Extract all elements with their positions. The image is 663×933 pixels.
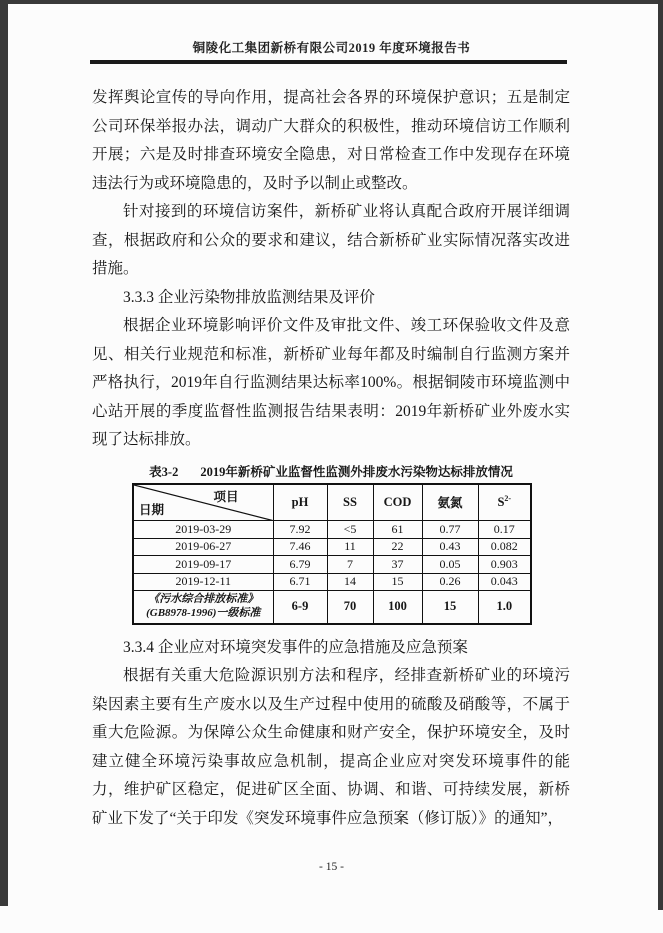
table-caption	[132, 464, 530, 481]
ss-cell: <5	[327, 521, 373, 539]
standard-limit-row	[133, 591, 531, 624]
section-heading-3-3-4: 3.3.4 企业应对环境突发事件的应急措施及应急预案	[123, 638, 468, 656]
sulfide-cell: 0.903	[478, 556, 531, 574]
sulfide-cell: 0.082	[478, 538, 531, 556]
ph-cell: 6.79	[273, 556, 327, 574]
paragraph-emergency: 根据有关重大危险源识别方法和程序，经排查新桥矿业的环境污染因素主要有生产废水以及生产过程中使用的硫酸及硝酸等，不属于重大危险源。为保障公众生命健康和财产安全，保护环境安全，及时建立健全环境污染事故应急机制，提高企业应对突发环境事件的能力，维护矿区稳定，促进矿区全面、协调、和谐、可持续发展，新桥矿业下发了“关于印发《突发环境事件应急预案（修订版）》的通知”，	[92, 667, 570, 827]
column-header-nh3n: 氨氮	[422, 484, 478, 521]
column-header-sulfide: $S^{2-}$	[478, 484, 531, 521]
standard-label-cell: 《污水综合排放标准》 (GB8978-1996)一级标准	[133, 591, 273, 624]
document-body	[92, 84, 570, 833]
ss-cell: 14	[327, 573, 373, 591]
date-cell: 2019-03-29	[133, 521, 273, 539]
paragraph-monitoring: 根据企业环境影响评价文件及审批文件、竣工环保验收文件及意见、相关行业规范和标准，新桥矿业每年都及时编制自行监测方案并严格执行，2019年自行监测结果达标率100%。根据铜陵市环境监测中心站开展的季度监督性监测报告结果表明：2019年新桥矿业外废水实现了达标排放。	[92, 317, 570, 448]
table-caption-number: 表3-2	[149, 464, 179, 479]
section-heading-3-3-3: 3.3.3 企业污染物排放监测结果及评价	[123, 288, 375, 306]
header-divider	[90, 60, 567, 64]
nh3n-cell: 0.26	[422, 573, 478, 591]
table-header-row	[133, 484, 531, 521]
page-header-title: 铜陵化工集团新桥有限公司2019 年度环境报告书	[192, 41, 471, 55]
wastewater-monitoring-table	[132, 483, 532, 625]
column-header-ss: SS	[327, 484, 373, 521]
table-row	[133, 556, 531, 574]
nh3n-cell: 0.05	[422, 556, 478, 574]
ph-cell: 6.71	[273, 573, 327, 591]
sulfide-limit-cell: 1.0	[478, 591, 531, 624]
ph-cell: 7.46	[273, 538, 327, 556]
nh3n-cell: 0.43	[422, 538, 478, 556]
scan-edge-left	[0, 0, 8, 906]
corner-label-item: 项目	[213, 489, 239, 504]
ph-cell: 7.92	[273, 521, 327, 539]
sulfide-cell: 0.043	[478, 573, 531, 591]
page-number: - 15 -	[319, 861, 344, 873]
cod-cell: 37	[373, 556, 422, 574]
ss-limit-cell: 70	[327, 591, 373, 624]
nh3n-cell: 0.77	[422, 521, 478, 539]
cod-limit-cell: 100	[373, 591, 422, 624]
paragraph-continuation: 发挥舆论宣传的导向作用，提高社会各界的环境保护意识；五是制定公司环保举报办法，调动广大群众的积极性，推动环境信访工作顺利开展；六是及时排查环境安全隐患，对日常检查工作中发现存在环境违法行为或环境隐患的，及时予以制止或整改。	[92, 89, 570, 192]
cod-cell: 61	[373, 521, 422, 539]
date-cell: 2019-12-11	[133, 573, 273, 591]
table-row	[133, 538, 531, 556]
date-cell: 2019-09-17	[133, 556, 273, 574]
column-header-ph: pH	[273, 484, 327, 521]
table-caption-title: 2019年新桥矿业监督性监测外排废水污染物达标排放情况	[200, 464, 513, 479]
sulfide-cell: 0.17	[478, 521, 531, 539]
cod-cell: 22	[373, 538, 422, 556]
corner-label-date: 日期	[139, 503, 165, 517]
scan-edge-right	[658, 0, 663, 910]
table-corner-cell	[133, 484, 273, 521]
table-row	[133, 573, 531, 591]
cod-cell: 15	[373, 573, 422, 591]
ss-cell: 11	[327, 538, 373, 556]
paragraph-complaints: 针对接到的环境信访案件，新桥矿业将认真配合政府开展详细调查，根据政府和公众的要求和建议，结合新桥矿业实际情况落实改进措施。	[92, 203, 570, 277]
table-row	[133, 521, 531, 539]
ph-limit-cell: 6-9	[273, 591, 327, 624]
scan-edge-top	[0, 0, 663, 4]
ss-cell: 7	[327, 556, 373, 574]
nh3n-limit-cell: 15	[422, 591, 478, 624]
column-header-cod: COD	[373, 484, 422, 521]
date-cell: 2019-06-27	[133, 538, 273, 556]
